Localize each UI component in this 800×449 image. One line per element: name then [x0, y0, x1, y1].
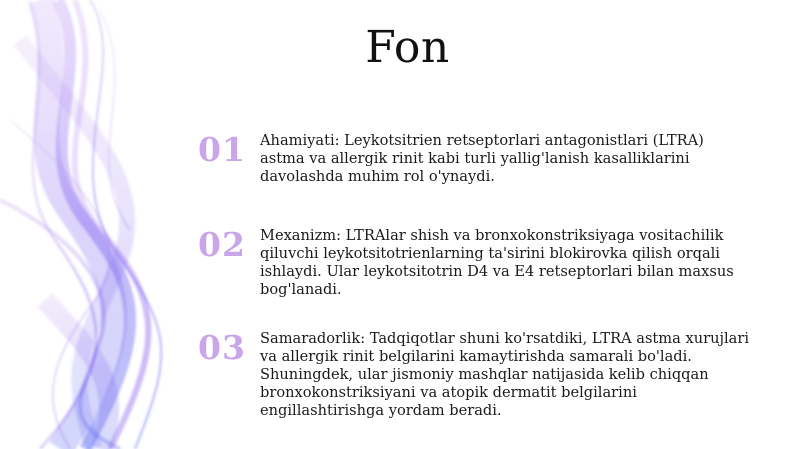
item-number: 01 [198, 130, 246, 169]
item-text: Mexanizm: LTRAlar shish va bronxokonstriksiyaga vositachilik qiluvchi leykotsitotrienlarning ta'sirini blokirovka qilish orqali ishlaydi. Ular leykotsitotrin D4 va E4 retseptorlari bilan maxsus bog'lanadi. [260, 227, 734, 298]
item-text: Samaradorlik: Tadqiqotlar shuni ko'rsatdiki, LTRA astma xurujlari va allergik rinit belgilarini kamaytirishda samarali bo'ladi. Shuningdek, ular jismoniy mashqlar natijasida kelib chiqqan bronxokonstriksiyani va atopik dermatit belgilarini engillashtirishga yordam beradi. [260, 330, 750, 419]
slide-title: Fon [365, 22, 450, 73]
item-number: 02 [198, 225, 246, 264]
item-number: 03 [198, 328, 246, 367]
item-text: Ahamiyati: Leykotsitrien retseptorlari antagonistlari (LTRA) astma va allergik rinit kabi turli yallig'lanish kasalliklarini davolashda muhim rol o'ynaydi. [260, 132, 704, 185]
